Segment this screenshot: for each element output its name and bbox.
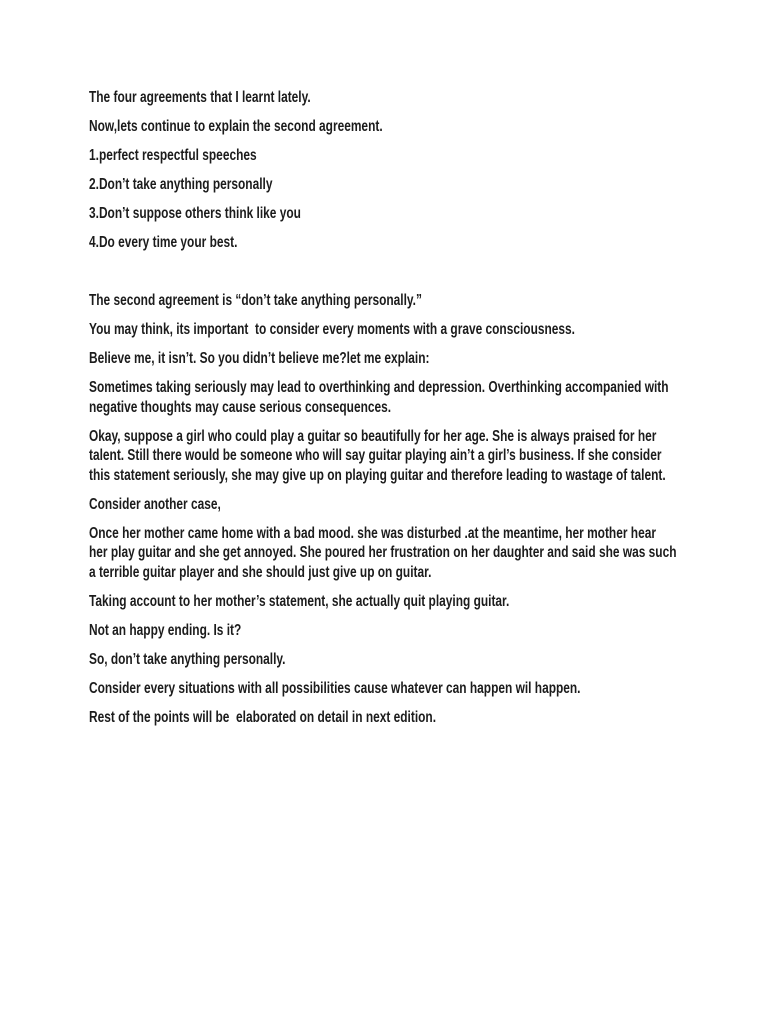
doc-list-item-2: 2.Don’t take anything personally xyxy=(89,176,273,193)
blank-line xyxy=(89,262,677,282)
doc-paragraph: Consider another case, xyxy=(89,495,221,513)
doc-paragraph: The second agreement is “don’t take anything personally.” xyxy=(89,292,422,309)
document-text-block xyxy=(89,88,689,737)
doc-paragraph: Not an happy ending. Is it? xyxy=(89,621,242,639)
doc-list-item-3: 3.Don’t suppose others think like you xyxy=(89,205,301,222)
doc-paragraph: Taking account to her mother’s statement, she actually quit playing guitar. xyxy=(89,592,510,610)
doc-list-item-4: 4.Do every time your best. xyxy=(89,234,238,251)
doc-paragraph: You may think, its important to consider every moments with a grave consciousness. xyxy=(89,321,575,338)
doc-paragraph-title: The four agreements that I learnt lately. xyxy=(89,89,311,106)
doc-paragraph: Consider every situations with all possibilities cause whatever can happen wil happen. xyxy=(89,679,581,697)
doc-paragraph: Okay, suppose a girl who could play a guitar so beautifully for her age. She is always praised for her talent. Still there would be someone who will say guitar playing ain’t a girl’s business. If she consider this statement seriously, she may give up on playing guitar and therefore leading to wastage of talent. xyxy=(89,427,666,484)
doc-paragraph: So, don’t take anything personally. xyxy=(89,650,286,668)
doc-paragraph: Believe me, it isn’t. So you didn’t believe me?let me explain: xyxy=(89,350,430,367)
doc-list-item-1: 1.perfect respectful speeches xyxy=(89,147,257,164)
doc-paragraph-intro: Now,lets continue to explain the second agreement. xyxy=(89,118,383,135)
doc-paragraph: Sometimes taking seriously may lead to overthinking and depression. Overthinking accompanied with negative thoughts may cause serious consequences. xyxy=(89,379,672,416)
doc-paragraph: Rest of the points will be elaborated on detail in next edition. xyxy=(89,708,437,726)
doc-paragraph: Once her mother came home with a bad mood. she was disturbed .at the meantime, her mother hear her play guitar and she get annoyed. She poured her frustration on her daughter and said she was such a terrible guitar player and she should just give up on guitar. xyxy=(89,524,680,581)
